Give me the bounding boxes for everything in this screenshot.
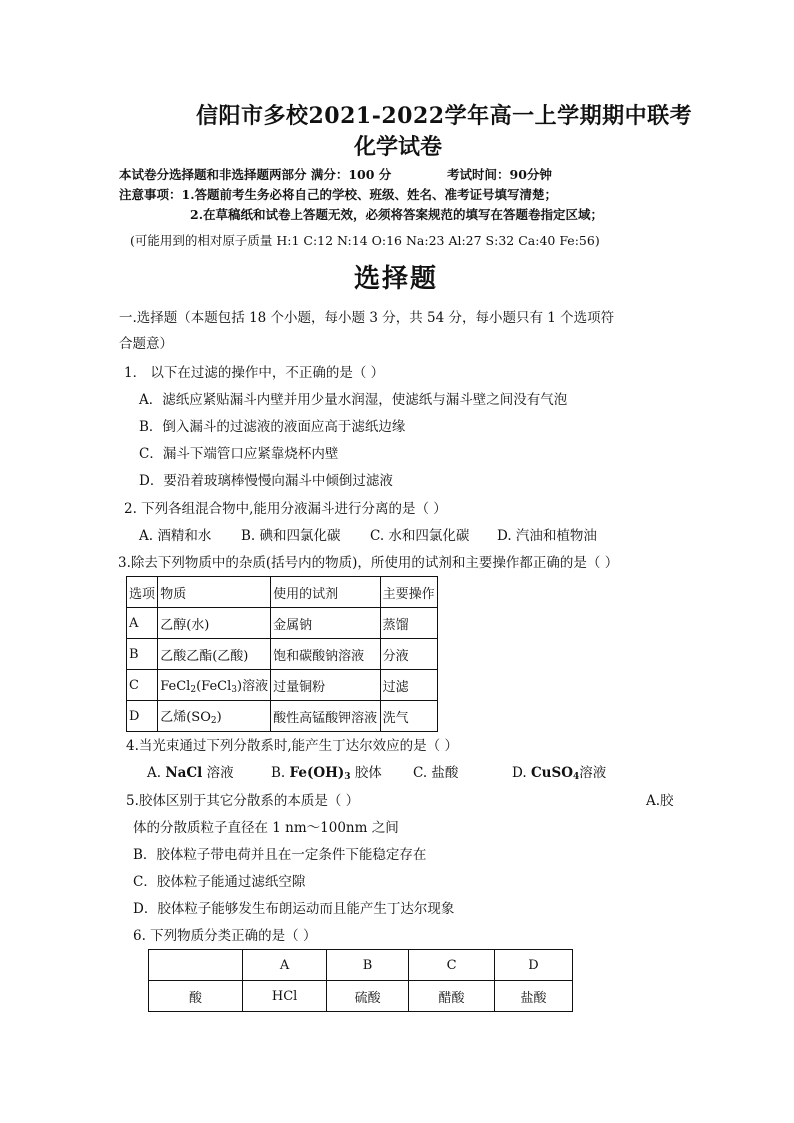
q6-cell-c: 醋酸 [409, 981, 495, 1012]
table-header-row [127, 577, 438, 608]
q6-cell-a: HCl [243, 981, 327, 1012]
option-letter: A. [147, 765, 162, 781]
table-row [127, 639, 438, 670]
atomic-mass-note: (可能用到的相对原子质量 H:1 C:12 N:14 O:16 Na:23 Al:27 S:32 Ca:40 Fe:56) [130, 233, 600, 248]
q1-option-d: D．要沿着玻璃棒慢慢向漏斗中倾倒过滤液 [139, 473, 393, 489]
table-header-row [149, 950, 573, 981]
q4-option-b [271, 761, 382, 782]
q3-table [126, 576, 438, 732]
subscript: 4 [573, 772, 580, 782]
q6-header-b: B [327, 950, 409, 981]
subscript: 3 [231, 685, 237, 695]
formula-text: 乙烯(SO [160, 710, 211, 725]
table-row [127, 608, 438, 639]
option-text: 溶液 [206, 765, 234, 781]
table-row [127, 701, 438, 732]
paper-parts-info: 本试卷分选择题和非选择题两部分 满分：100 分 [119, 167, 392, 182]
exam-time-info: 考试时间：90分钟 [447, 167, 552, 182]
q5-option-d: D．胶体粒子能够发生布朗运动而且能产生丁达尔现象 [133, 901, 455, 917]
q6-row-label: 酸 [149, 981, 243, 1012]
formula-text: ( [196, 679, 202, 694]
q4-option-c: C. 盐酸 [413, 765, 459, 781]
q3-row-b-option: B [127, 639, 158, 670]
formula-text: Fe(OH) [289, 765, 345, 781]
q6-header-a: A [243, 950, 327, 981]
q1-option-b: B．倒入漏斗的过滤液的液面应高于滤纸边缘 [139, 419, 406, 435]
q6-header-d: D [495, 950, 573, 981]
option-letter: D. [512, 765, 527, 781]
q3-row-c-reagent: 过量铜粉 [271, 670, 381, 701]
q5-option-a-start: A.胶 [646, 793, 674, 809]
q3-row-a-operation: 蒸馏 [380, 608, 437, 639]
q2-option-c: C. 水和四氯化碳 [370, 528, 470, 544]
q3-row-d-option: D [127, 701, 158, 732]
q3-header-reagent: 使用的试剂 [271, 577, 381, 608]
formula-text: FeCl [160, 679, 191, 694]
q1-option-a: A．滤纸应紧贴漏斗内壁并用少量水润湿，使滤纸与漏斗壁之间没有气泡 [139, 392, 568, 408]
subscript: 2 [210, 716, 217, 726]
subscript: 2 [190, 685, 197, 695]
q3-header-option: 选项 [127, 577, 158, 608]
q2-stem: 2. 下列各组混合物中,能用分液漏斗进行分离的是（ ） [124, 501, 447, 517]
q4-option-a [147, 761, 234, 781]
q3-row-a-reagent: 金属钠 [271, 608, 381, 639]
q5-stem: 5.胶体区别于其它分散系的本质是（ ） [126, 793, 360, 809]
formula: NaCl [165, 765, 203, 781]
section-intro-line2: 合题意） [119, 336, 173, 352]
q3-row-c-option: C [127, 670, 158, 701]
q3-row-c-operation: 过滤 [380, 670, 437, 701]
option-text: 胶体 [354, 765, 382, 781]
q5-option-c: C．胶体粒子能通过滤纸空隙 [133, 874, 306, 890]
q2-option-a: A. 酒精和水 [139, 528, 212, 544]
q3-row-d-reagent: 酸性高锰酸钾溶液 [271, 701, 381, 732]
formula-text: ) [216, 710, 222, 725]
subscript: 3 [344, 772, 351, 782]
exam-note-2: 2.在草稿纸和试卷上答题无效，必须将答案规范的填写在答题卷指定区域； [190, 207, 604, 222]
q3-row-a-substance: 乙醇(水) [158, 608, 271, 639]
q1-stem: 1． 以下在过滤的操作中，不正确的是（ ） [124, 365, 385, 381]
q3-row-d-substance [158, 701, 271, 732]
q5-option-b: B．胶体粒子带电荷并且在一定条件下能稳定存在 [133, 847, 427, 863]
q3-row-b-substance: 乙酸乙酯(乙酸) [158, 639, 271, 670]
section-intro-line1: 一.选择题（本题包括 18 个小题，每小题 3 分，共 54 分，每小题只有 1 个选项符 [119, 310, 615, 326]
q3-row-c-substance [158, 670, 271, 701]
q3-row-b-operation: 分液 [380, 639, 437, 670]
formula [290, 765, 351, 781]
q6-header-c: C [409, 950, 495, 981]
formula-text: FeCl [201, 679, 232, 694]
exam-note-1: 注意事项：1.答题前考生务必将自己的学校、班级、姓名、准考证号填写清楚； [119, 187, 558, 202]
q6-table [148, 949, 573, 1012]
q4-stem: 4.当光束通过下列分散系时,能产生丁达尔效应的是（ ） [126, 738, 458, 754]
exam-subtitle: 化学试卷 [354, 134, 443, 160]
q4-option-d [512, 761, 606, 782]
option-letter: B. [271, 765, 286, 781]
option-text: 溶液 [579, 765, 607, 781]
q3-row-a-option: A [127, 608, 158, 639]
q6-header-blank [149, 950, 243, 981]
section-title: 选择题 [354, 264, 439, 294]
q3-stem: 3.除去下列物质中的杂质(括号内的物质)，所使用的试剂和主要操作都正确的是（ ） [118, 555, 619, 571]
q3-header-substance: 物质 [158, 577, 271, 608]
formula-text: CuSO [530, 765, 574, 781]
q2-option-d: D. 汽油和植物油 [497, 528, 597, 544]
q1-option-c: C．漏斗下端管口应紧靠烧杯内壁 [139, 446, 339, 462]
formula [531, 765, 579, 781]
q3-header-operation: 主要操作 [380, 577, 437, 608]
q3-row-d-operation: 洗气 [380, 701, 437, 732]
q3-row-b-reagent: 饱和碳酸钠溶液 [271, 639, 381, 670]
formula-text: )溶液 [237, 679, 269, 694]
q6-cell-d: 盐酸 [495, 981, 573, 1012]
table-row [127, 670, 438, 701]
q2-option-b: B. 碘和四氯化碳 [241, 528, 341, 544]
q5-option-a-continued: 体的分散质粒子直径在 1 nm～100nm 之间 [133, 820, 399, 836]
table-row [149, 981, 573, 1012]
exam-title: 信阳市多校2021-2022学年高一上学期期中联考 [196, 103, 693, 129]
q6-cell-b: 硫酸 [327, 981, 409, 1012]
q6-stem: 6. 下列物质分类正确的是（ ） [133, 928, 317, 944]
